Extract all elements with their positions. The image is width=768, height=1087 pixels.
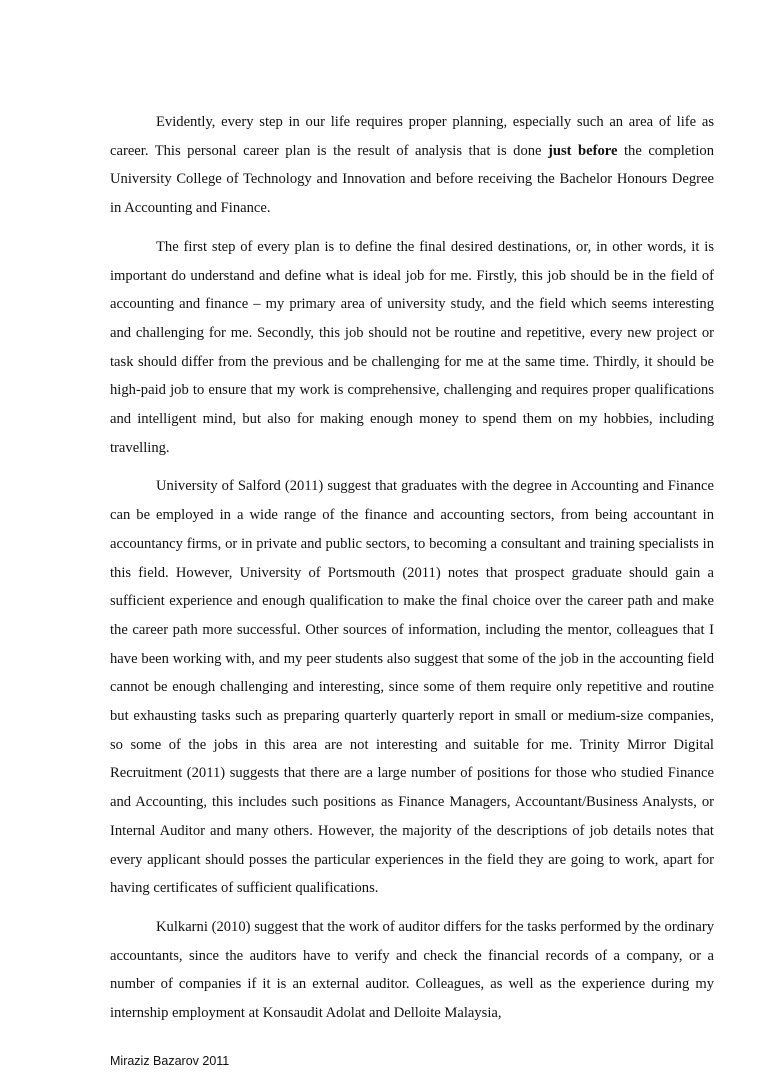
paragraph-research: University of Salford (2011) suggest that graduates with the degree in Accounting and Finance can be employed in a wide range of the finance and accounting sectors, from being accountant in accountancy firms, or in private and public sectors, to becoming a consultant and training specialists in this field. However, University of Portsmouth (2011) notes that prospect graduate should gain a sufficient experience and enough qualification to make the final choice over the career path and make the career path more successful. Other sources of information, including the mentor, colleagues that I have been working with, and my peer students also suggest that some of the job in the accounting field cannot be enough challenging and interesting, since some of them require only repetitive and routine but exhausting tasks such as preparing quarterly quarterly report in small or medium-size companies, so some of the jobs in this area are not interesting and suitable for me. Trinity Mirror Digital Recruitment (2011) suggests that there are a large number of positions for those who studied Finance and Accounting, this includes such positions as Finance Managers, Accountant/Business Analysts, or Internal Auditor and many others. However, the majority of the descriptions of job details notes that every applicant should posses the particular experiences in the field they are going to work, apart for having certificates of sufficient qualifications.: [110, 478, 714, 897]
page-footer: Miraziz Bazarov 2011: [110, 1054, 230, 1068]
paragraph-career-goal: The first step of every plan is to define the final desired destinations, or, in other words, it is important do understand and define what is ideal job for me. Firstly, this job should be in the field of accounting and finance – my primary area of university study, and the field which seems interesting and challenging for me. Secondly, this job should not be routine and repetitive, every new project or task should differ from the previous and be challenging for me at the same time. Thirdly, it should be high-paid job to ensure that my work is comprehensive, challenging and requires proper qualifications and intelligent mind, but also for making enough money to spend them on my hobbies, including travelling.: [110, 238, 714, 456]
bold-phrase: just before: [548, 142, 618, 159]
paragraph-auditor: Kulkarni (2010) suggest that the work of auditor differs for the tasks performed by the ordinary accountants, since the auditors have to verify and check the financial records of a company, or a number of companies if it is an external auditor. Colleagues, as well as the experience during my internship employment at Konsaudit Adolat and Delloite Malaysia,: [110, 918, 714, 1022]
body-text: [110, 108, 714, 1038]
paragraph-intro: [110, 108, 714, 223]
paragraph-intro-end: the completion University College of Technology and Innovation and before receiving the Bachelor Honours Degree in Accounting and Finance.: [110, 142, 714, 217]
paragraph-intro-start: Evidently, every step in our life requires proper planning, especially such an area of life as career. This personal career plan is the result of analysis that is done: [110, 114, 714, 159]
